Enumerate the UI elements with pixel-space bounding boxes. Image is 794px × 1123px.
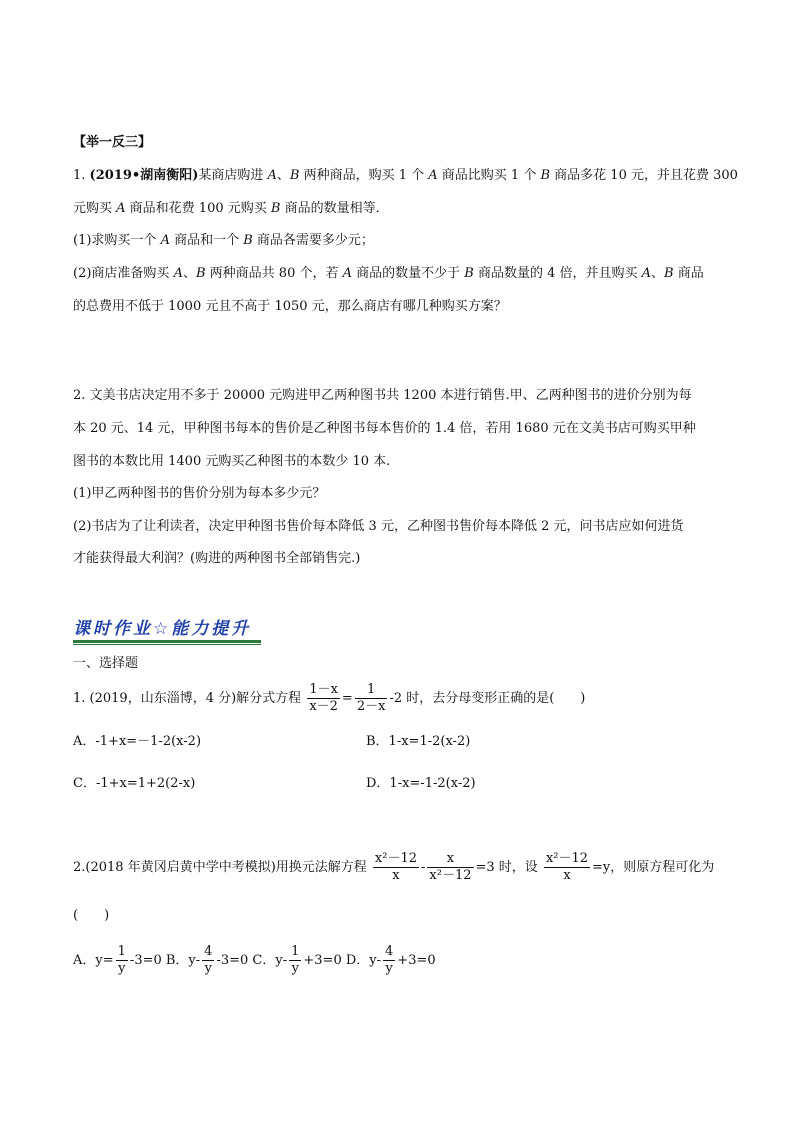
q2-line1: 2. 文美书店决定用不多于 20000 元购进甲乙两种图书共 1200 本进行销售.甲、乙两种图书的进价分别为每 bbox=[73, 388, 692, 403]
q1-line2 bbox=[73, 199, 389, 219]
option-a-label: A．y= bbox=[73, 953, 114, 968]
numerator: x²－12 bbox=[374, 851, 417, 866]
option-b-label: -3=0 B．y- bbox=[129, 953, 201, 968]
text: 商品和花费 100 元购买 bbox=[125, 201, 271, 216]
text: (1)求购买一个 bbox=[73, 233, 161, 248]
text: 、 bbox=[276, 168, 290, 183]
q1-line1 bbox=[73, 166, 738, 186]
option-c-label: -3=0 C．y- bbox=[216, 953, 288, 968]
q2-part1: (1)甲乙两种图书的售价分别为每本多少元？ bbox=[73, 486, 326, 501]
homework-banner bbox=[73, 612, 263, 646]
numerator: 1 bbox=[291, 944, 300, 959]
q1-part2-line2: 的总费用不低于 1000 元且不高于 1050 元，那么商店有哪几种购买方案？ bbox=[73, 299, 507, 314]
text: 商品数量的 4 倍，并且购买 bbox=[473, 266, 642, 281]
fraction bbox=[202, 944, 214, 977]
hw-q1-option-c: C．-1+x=1+2(2-x) bbox=[73, 776, 196, 791]
section-heading: 【举一反三】 bbox=[73, 135, 152, 150]
denominator: x bbox=[563, 868, 571, 883]
denominator: x－2 bbox=[309, 699, 338, 714]
numerator: 1－x bbox=[309, 682, 338, 697]
fraction bbox=[307, 682, 340, 715]
banner-underline bbox=[73, 640, 261, 643]
numerator: 4 bbox=[385, 944, 394, 959]
text: 、 bbox=[182, 266, 196, 281]
text: 、 bbox=[651, 266, 665, 281]
hw-q1-option-d: D．1-x=-1-2(x-2) bbox=[366, 776, 476, 791]
q1-part2-line1 bbox=[73, 264, 704, 284]
fraction bbox=[544, 851, 590, 884]
text: 两种商品，购买 1 个 bbox=[299, 168, 429, 183]
hw-q2-options bbox=[73, 944, 436, 978]
var-b: B bbox=[270, 201, 281, 216]
text: - bbox=[421, 860, 426, 875]
var-b: B bbox=[464, 266, 474, 281]
text: 商品的数量不少于 bbox=[352, 266, 465, 281]
q2-part2-line1: (2)书店为了让利读者，决定甲种图书售价每本降低 3 元，乙种图书售价每本降低 2 元，问书店应如何进货 bbox=[73, 519, 684, 534]
var-a: A bbox=[173, 266, 183, 281]
numerator: 4 bbox=[204, 944, 213, 959]
q2-part2-line2: 才能获得最大利润？(购进的两种图书全部销售完.) bbox=[73, 551, 361, 566]
text: 两种商品共 80 个，若 bbox=[205, 266, 343, 281]
var-b: B bbox=[540, 168, 551, 183]
text: = bbox=[341, 691, 353, 706]
text: 商品的数量相等． bbox=[280, 201, 389, 216]
var-a: A bbox=[160, 233, 170, 248]
numerator: x bbox=[427, 851, 473, 868]
numerator: 1 bbox=[117, 944, 126, 959]
numerator: 1 bbox=[355, 682, 388, 699]
q2-line3: 图书的本数比用 1400 元购买乙种图书的本数少 10 本. bbox=[73, 454, 391, 469]
denominator: x bbox=[392, 868, 400, 883]
text: 2.(2018 年黄冈启黄中学中考模拟)用换元法解方程 bbox=[73, 860, 367, 875]
denominator: y bbox=[118, 961, 126, 976]
q1-number: 1. bbox=[73, 168, 86, 183]
q1-part1 bbox=[73, 231, 374, 251]
denominator: y bbox=[204, 961, 212, 976]
text: 商品比购买 1 个 bbox=[437, 168, 541, 183]
text: =3 时，设 bbox=[475, 860, 538, 875]
var-a: A bbox=[267, 168, 277, 183]
var-b: B bbox=[195, 266, 206, 281]
fraction bbox=[355, 682, 388, 715]
text: =y，则原方程可化为 bbox=[592, 860, 715, 875]
denominator: y bbox=[385, 961, 393, 976]
section-title-choice: 一、选择题 bbox=[73, 656, 139, 671]
fraction bbox=[289, 944, 301, 977]
hw-q1-option-b: B．1-x=1-2(x-2) bbox=[366, 734, 471, 749]
denominator: 2－x bbox=[356, 699, 386, 714]
text: -2 时，去分母变形正确的是( ) bbox=[389, 691, 586, 706]
var-b: B bbox=[289, 168, 300, 183]
var-b: B bbox=[664, 266, 674, 281]
hw-q1-stem bbox=[73, 682, 585, 716]
hw-q2-stem bbox=[73, 850, 714, 886]
fraction bbox=[116, 944, 128, 977]
fraction bbox=[373, 851, 419, 884]
hw-q2-paren: ( ) bbox=[73, 908, 110, 923]
text: +3=0 bbox=[397, 953, 436, 968]
text: 商品和一个 bbox=[169, 233, 244, 248]
option-d-label: +3=0 D．y- bbox=[303, 953, 382, 968]
text: 元购买 bbox=[73, 201, 117, 216]
q1-source: (2019•湖南衡阳) bbox=[89, 168, 199, 183]
var-a: A bbox=[641, 266, 652, 281]
var-a: A bbox=[116, 201, 126, 216]
text: (2)商店准备购买 bbox=[73, 266, 174, 281]
text: 商品各需要多少元； bbox=[252, 233, 374, 248]
text: 某商店购进 bbox=[198, 168, 268, 183]
numerator: x²－12 bbox=[545, 851, 589, 866]
denominator: y bbox=[291, 961, 299, 976]
hw-q1-option-a: A．-1+x=－1-2(x-2) bbox=[73, 734, 202, 749]
var-b: B bbox=[243, 233, 253, 248]
denominator: x²－12 bbox=[429, 868, 472, 883]
text: 商品 bbox=[673, 266, 704, 281]
var-a: A bbox=[342, 266, 352, 281]
banner-title: 课时作业☆能力提升 bbox=[73, 619, 252, 639]
fraction bbox=[427, 851, 473, 884]
fraction bbox=[383, 944, 395, 977]
banner-underline-thin bbox=[73, 644, 261, 645]
text: 商品多花 10 元，并且花费 300 bbox=[550, 168, 738, 183]
q2-line2: 本 20 元、14 元，甲种图书每本的售价是乙种图书每本售价的 1.4 倍，若用 1680 元在文美书店可购买甲种 bbox=[73, 421, 696, 436]
var-a: A bbox=[428, 168, 438, 183]
text: 1. (2019，山东淄博，4 分)解分式方程 bbox=[73, 691, 302, 706]
